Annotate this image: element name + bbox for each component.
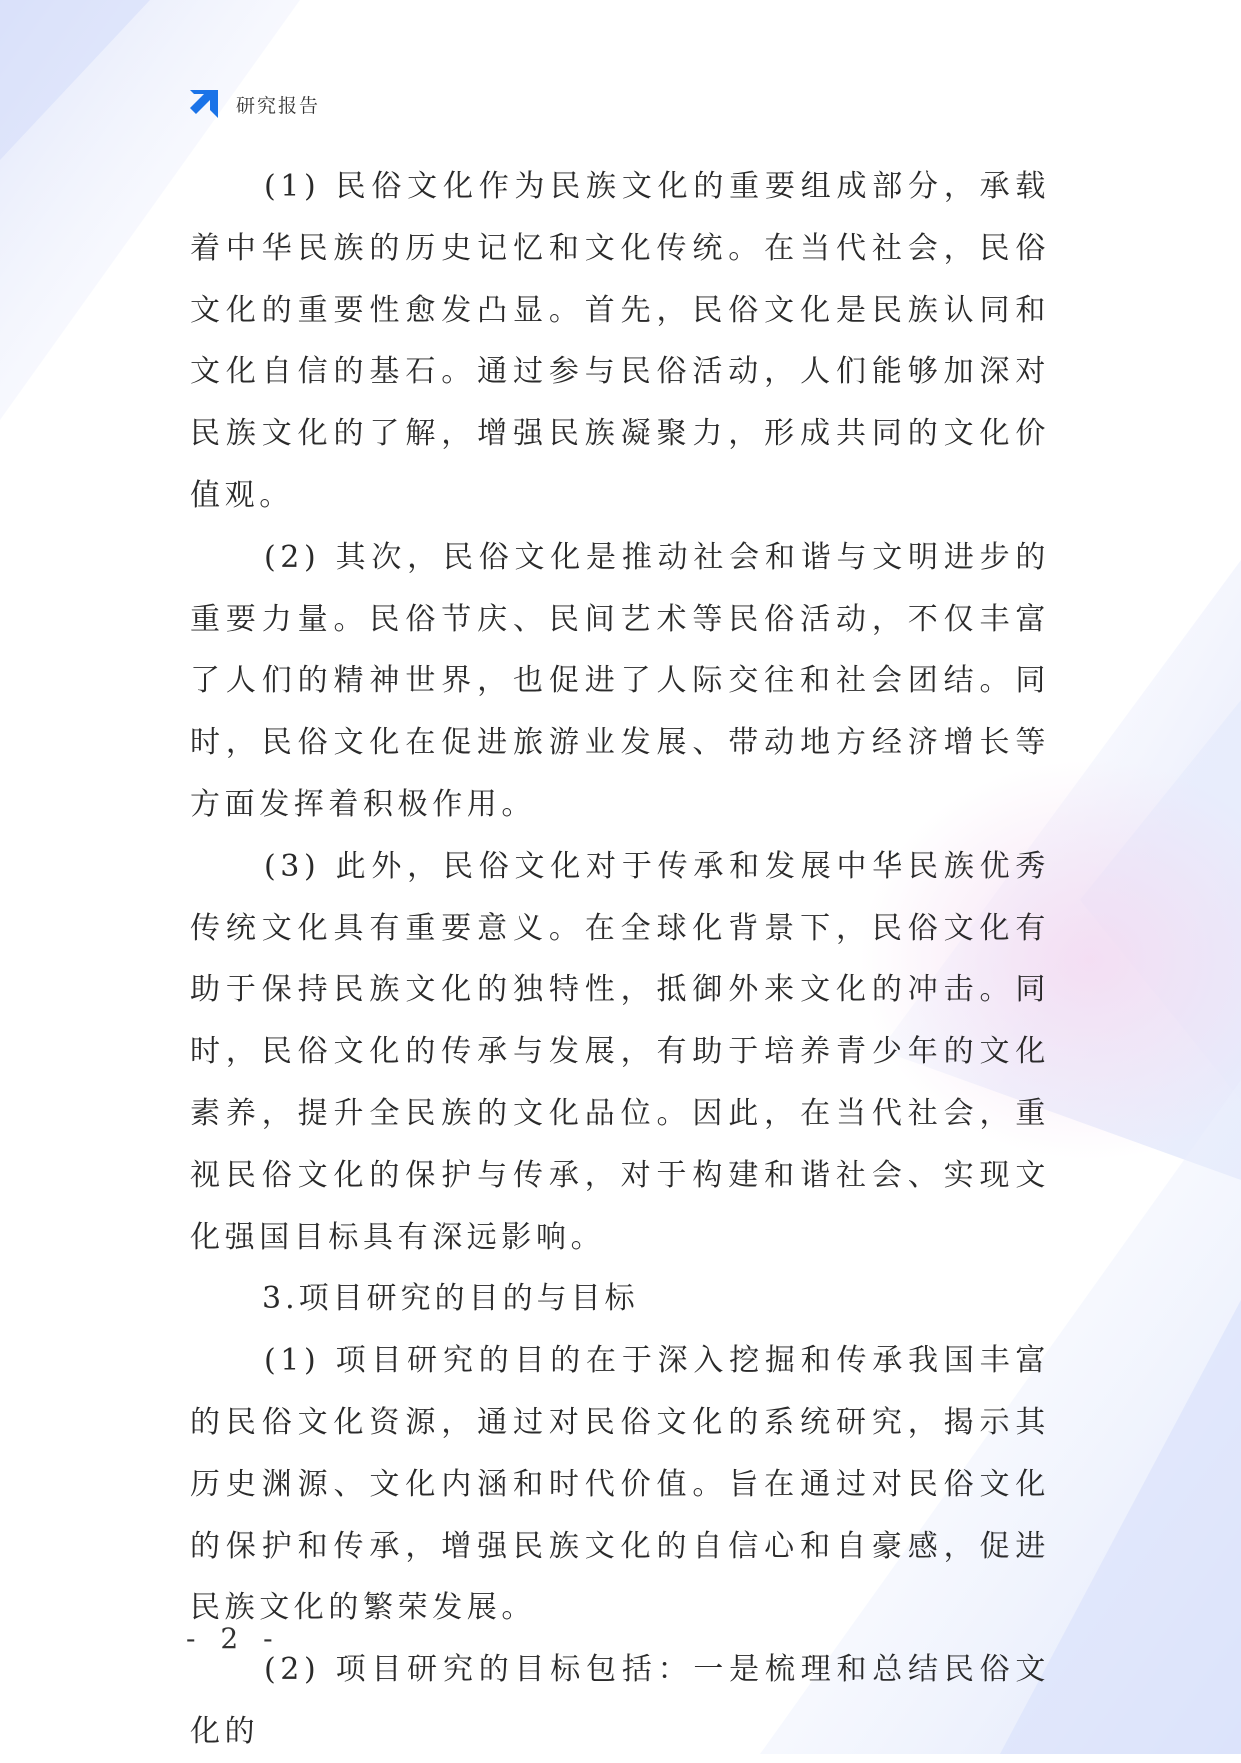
section-heading: 3.项目研究的目的与目标: [262, 1281, 639, 1317]
paragraph-1: (1) 民俗文化作为民族文化的重要组成部分，承载着中华民族的历史记忆和文化传统。在当代社会，民俗文化的重要性愈发凸显。首先，民俗文化是民族认同和文化自信的基石。通过参与民俗活动，人们能够加深对民族文化的了解，增强民族凝聚力，形成共同的文化价值观。: [190, 169, 1050, 513]
paragraph-4: (1) 项目研究的目的在于深入挖掘和传承我国丰富的民俗文化资源，通过对民俗文化的系统研究，揭示其历史渊源、文化内涵和时代价值。旨在通过对民俗文化的保护和传承，增强民族文化的自信心和自豪感，促进民族文化的繁荣发展。: [190, 1343, 1050, 1626]
page-header: [186, 86, 320, 122]
paragraph-5: (2) 项目研究的目标包括：一是梳理和总结民俗文化的: [190, 1652, 1050, 1749]
arrow-logo-icon: [186, 86, 222, 122]
paragraph-2: (2) 其次，民俗文化是推动社会和谐与文明进步的重要力量。民俗节庆、民间艺术等民俗活动，不仅丰富了人们的精神世界，也促进了人际交往和社会团结。同时，民俗文化在促进旅游业发展、带动地方经济增长等方面发挥着积极作用。: [190, 539, 1050, 822]
header-title: 研究报告: [236, 94, 321, 117]
paragraph-3: (3) 此外，民俗文化对于传承和发展中华民族优秀传统文化具有重要意义。在全球化背景下，民俗文化有助于保持民族文化的独特性，抵御外来文化的冲击。同时，民俗文化的传承与发展，有助于培养青少年的文化素养，提升全民族的文化品位。因此，在当代社会，重视民俗文化的保护与传承，对于构建和谐社会、实现文化强国目标具有深远影响。: [190, 848, 1050, 1255]
page-number: - 2 -: [186, 1622, 281, 1655]
document-body: [190, 156, 1050, 1763]
